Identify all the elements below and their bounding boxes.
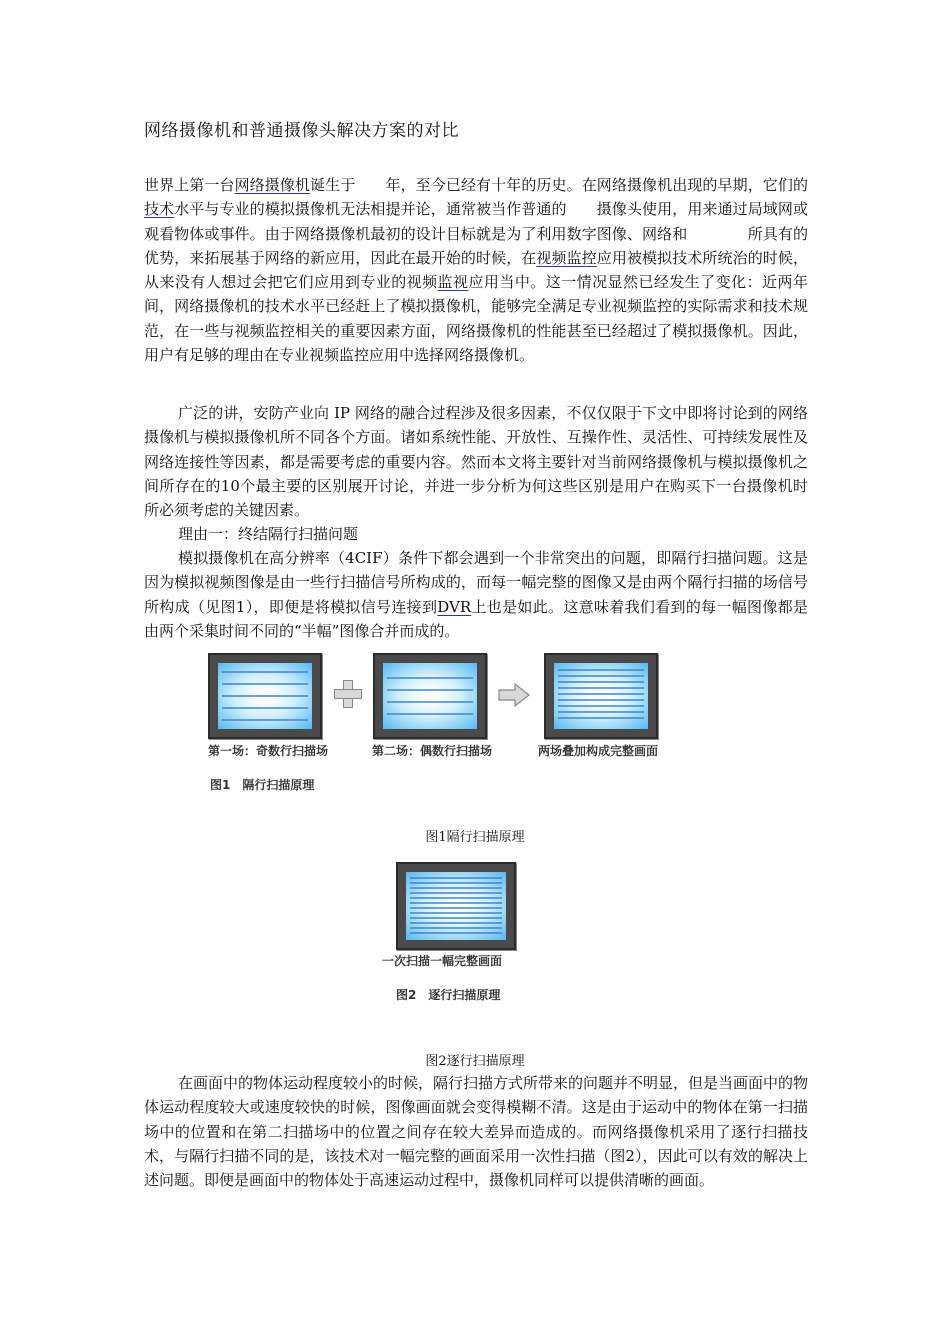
figure2-caption: 图2逐行扫描原理 xyxy=(425,1054,525,1069)
plus-icon xyxy=(334,680,360,706)
figure-progressive-scan xyxy=(376,860,536,1010)
paragraph-text: 上也是如此。这意味着我们看到的每一幅图像都是由两个采集时间不同的“半幅”图像合并而成的。 xyxy=(144,597,808,640)
paragraph-text: 应用被模拟技术所统治的时候，从来没有人想过会把它们应用到专业的视频 xyxy=(144,248,808,292)
paragraph-text: 模拟摄像机在高分辨率（4CIF）条件下都会遇到一个非常突出的问题，即隔行扫描问题。这是因为模拟视频图像是由一些行扫描信号所构成的，而每一幅完整的图像又是由两个隔行扫描的场信号所构成（见图1），即便是将模拟信号连接到 xyxy=(144,549,808,616)
section-heading-reason-one: 理由一：终结隔行扫描问题 xyxy=(178,525,359,543)
arrow-right-icon xyxy=(498,683,530,707)
link-video-surveillance[interactable]: 视频监控 xyxy=(536,248,597,267)
paragraph-intro xyxy=(144,173,883,367)
figure-inline-caption: 图1 隔行扫描原理 xyxy=(210,778,315,792)
figure-label-odd-field: 第一场：奇数行扫描场 xyxy=(208,744,329,758)
link-technology[interactable]: 技术 xyxy=(144,200,175,219)
link-monitoring[interactable]: 监视 xyxy=(437,273,469,292)
paragraph-progressive: 在画面中的物体运动程度较小的时候，隔行扫描方式所带来的问题并不明显，但是当画面中的物体运动程度较大或速度较快的时候，图像画面就会变得模糊不清。这是由于运动中的物体在第一扫描场中的位置和在第二扫描场中的位置之间存在较大差异而造成的。而网络摄像机采用了逐行扫描技术，与隔行扫描不同的是，该技术对一幅完整的画面采用一次性扫描（图2），因此可以有效的解决上述问题。即便是画面中的物体处于高速运动过程中，摄像机同样可以提供清晰的画面。 xyxy=(144,1074,809,1190)
paragraph-text: 应用当中。这一情况显然已经发生了变化：近两年间，网络摄像机的技术水平已经赶上了模拟摄像机，能够完全满足专业视频监控的实际需求和技术规范，在一些与视频监控相关的重要因素方面，网络摄像机的性能甚至已经超过了模拟摄像机。因此，用户有足够的理由在专业视频监控应用中选择网络摄像机。 xyxy=(144,273,808,365)
figure-label-progressive: 一次扫描一幅完整画面 xyxy=(382,954,503,968)
paragraph-interlace xyxy=(144,546,808,643)
tv-full-frame-image xyxy=(544,653,658,739)
paragraph-text: 世界上第一台 xyxy=(144,176,235,194)
screen xyxy=(406,872,506,940)
screen xyxy=(383,663,477,729)
figure-inline-caption: 图2 逐行扫描原理 xyxy=(396,988,501,1002)
tv-odd-field-image xyxy=(208,653,322,739)
paragraph-ip-convergence: 广泛的讲，安防产业向 IP 网络的融合过程涉及很多因素，不仅仅限于下文中即将讨论到的网络摄像机与模拟摄像机所不同各个方面。诸如系统性能、开放性、互操作性、灵活性、可持续发展性及网络连接性等因素，都是需要考虑的重要内容。然而本文将主要针对当前网络摄像机与模拟摄像机之间所存在的10个最主要的区别展开讨论，并进一步分析为何这些区别是用户在购买下一台摄像机时所必须考虑的关键因素。 xyxy=(144,404,808,520)
figure1-caption: 图1隔行扫描原理 xyxy=(425,830,525,845)
figure-label-full-frame: 两场叠加构成完整画面 xyxy=(538,744,659,758)
link-network-camera[interactable]: 网络摄像机 xyxy=(234,176,311,194)
screen xyxy=(554,663,648,729)
tv-even-field-image xyxy=(373,653,487,739)
paragraph-text: 水平与专业的模拟摄像机无法相提并论，通常被当作普通的 摄像头使用，用来通过局域网或 观看物体或事件。由于网络摄像机最初的设计目标就是为了利用数字图像、网络和 所具有的优势，来拓展基于网络的新应用，因此在最开始的时候，在 xyxy=(144,200,883,267)
paragraph-text: 诞生于 年，至今已经有十年的历史。在网络摄像机出现的早期，它们的 xyxy=(310,176,808,194)
figure-label-even-field: 第二场：偶数行扫描场 xyxy=(372,744,493,758)
screen xyxy=(218,663,312,729)
figure-interlaced-scan xyxy=(208,650,688,800)
link-dvr[interactable]: DVR xyxy=(437,597,472,616)
tv-progressive-image xyxy=(396,862,516,950)
document-title: 网络摄像机和普通摄像头解决方案的对比 xyxy=(144,121,459,141)
